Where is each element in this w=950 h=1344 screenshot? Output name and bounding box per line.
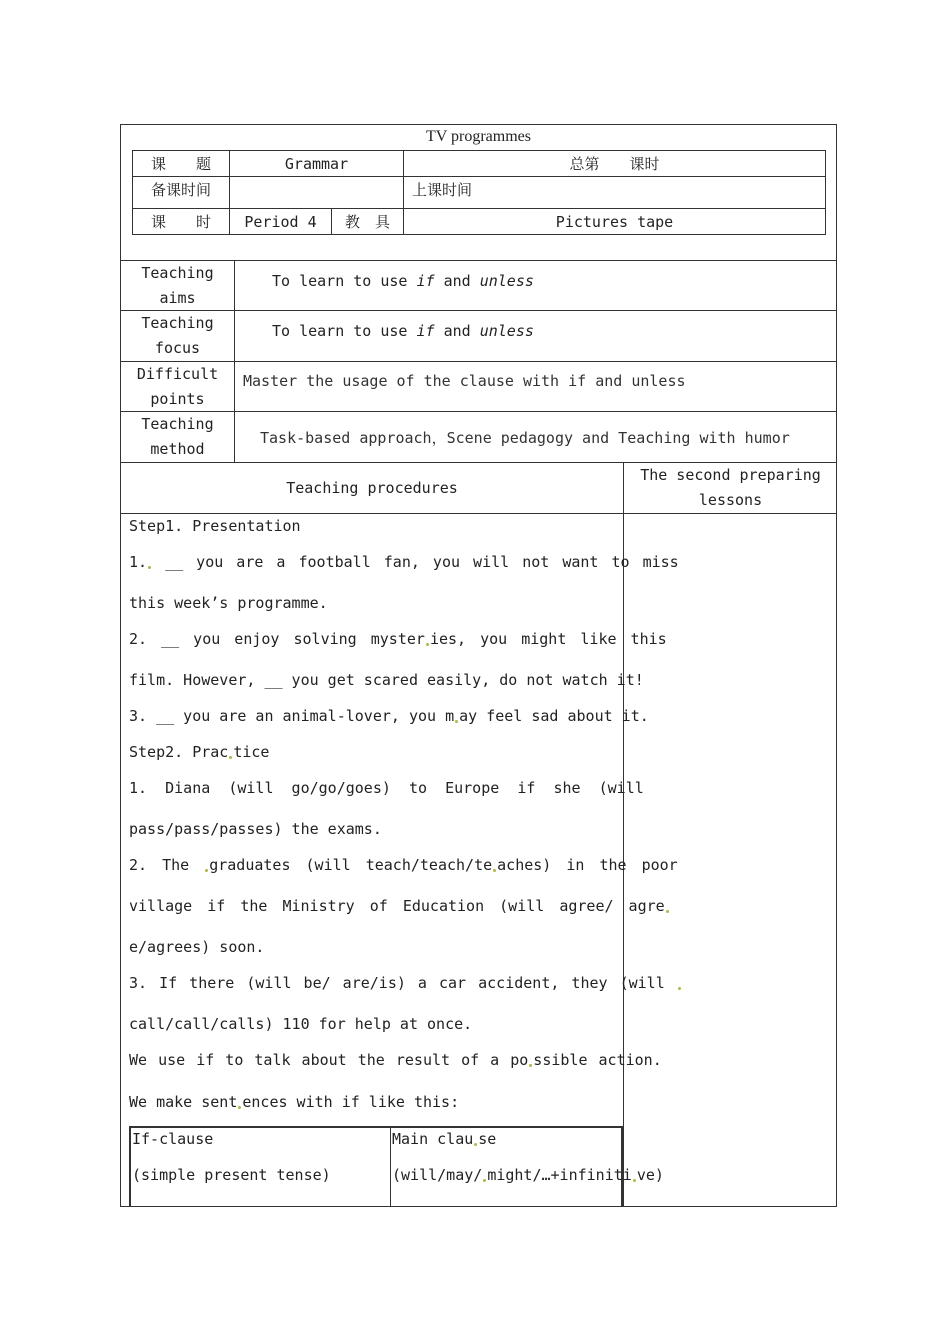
step1-q1-line2: this week’s programme. bbox=[129, 594, 328, 612]
if-clause-table-divider bbox=[390, 1126, 391, 1207]
period-value: Period 4 bbox=[244, 212, 317, 231]
lesson-label: 课 题 bbox=[150, 155, 211, 173]
teaching-aims-unless: unless bbox=[479, 272, 534, 290]
step2-q2-line3: e/agrees) soon. bbox=[129, 938, 265, 956]
mark-dot bbox=[455, 720, 458, 723]
lesson-value: Grammar bbox=[284, 154, 349, 173]
teaching-method-label bbox=[121, 412, 234, 462]
step2-heading-b: tice bbox=[233, 743, 270, 761]
mark-dot bbox=[633, 1179, 636, 1182]
mark-dot bbox=[148, 566, 151, 569]
class-time-label: 上课时间 bbox=[412, 180, 473, 199]
mark-dot bbox=[205, 869, 208, 872]
difficult-points-label-line2: points bbox=[150, 389, 205, 408]
mark-dot bbox=[529, 1064, 532, 1067]
mark-dot bbox=[238, 1106, 241, 1109]
mark-dot bbox=[678, 987, 681, 990]
step2-q3-text-a: 3. If there (will be/ are/is) a car accident, they (will bbox=[129, 974, 677, 992]
step2-q2-text-b: graduates (will teach/teach/te bbox=[209, 856, 493, 874]
teaching-method-value: Task-based approach，Scene pedagogy and Teaching with humor bbox=[260, 428, 790, 447]
step1-q3-text-b: ay feel sad about it. bbox=[459, 707, 649, 725]
teaching-aids-label: 教 具 bbox=[344, 213, 390, 231]
step1-q3 bbox=[129, 707, 649, 725]
teaching-aids-value: Pictures tape bbox=[555, 212, 674, 231]
difficult-points-label-line1: Difficult bbox=[136, 364, 219, 383]
total-periods-label: 总第 课时 bbox=[569, 155, 660, 173]
step2-q2-text-c: aches) in the poor bbox=[497, 856, 678, 874]
teaching-focus-if: if bbox=[416, 322, 435, 340]
teaching-focus-label bbox=[121, 311, 234, 361]
difficult-points-label bbox=[121, 362, 234, 411]
rule-line-1-b: ssible action. bbox=[533, 1051, 662, 1069]
teaching-focus-and: and bbox=[434, 322, 480, 340]
step1-q1-line1 bbox=[129, 553, 679, 571]
step1-heading: Step1. Presentation bbox=[129, 517, 301, 535]
second-preparing-header-line2: lessons bbox=[698, 491, 763, 509]
step1-q2-text-b: ies, you might like this bbox=[429, 630, 667, 648]
step2-q3-line2: call/call/calls) 110 for help at once. bbox=[129, 1015, 473, 1033]
step2-q2-line1 bbox=[129, 856, 678, 874]
step1-q1-text: __ you are a football fan, you will not want to miss bbox=[152, 553, 679, 571]
main-clause-tense bbox=[392, 1166, 664, 1184]
mark-dot bbox=[426, 643, 429, 646]
teaching-aims-and: and bbox=[434, 272, 480, 290]
teaching-aims-label-line2: aims bbox=[159, 288, 196, 307]
step1-q3-text-a: 3. __ you are an animal-lover, you m bbox=[129, 707, 455, 725]
teaching-focus-value bbox=[272, 311, 822, 351]
step1-q1-number: 1. bbox=[129, 553, 148, 571]
teaching-focus-unless: unless bbox=[479, 322, 534, 340]
teaching-aims-if: if bbox=[416, 272, 435, 290]
rule-line-1-a: We use if to talk about the result of a po bbox=[129, 1051, 529, 1069]
rule-line-2-a: We make sent bbox=[129, 1093, 238, 1111]
second-preparing-header bbox=[624, 463, 837, 513]
mark-dot bbox=[666, 910, 669, 913]
teaching-focus-text: To learn to use bbox=[272, 322, 417, 340]
main-clause-tense-c: ve) bbox=[636, 1166, 664, 1184]
teaching-aims-value bbox=[272, 261, 822, 301]
step2-q2-line2 bbox=[129, 897, 670, 915]
step1-q2-line1 bbox=[129, 630, 667, 648]
step2-q2-text-a: 2. The bbox=[129, 856, 205, 874]
main-clause-header-b: se bbox=[478, 1130, 497, 1148]
step2-q1-line1: 1. Diana (will go/go/goes) to Europe if she (will bbox=[129, 779, 644, 797]
step2-heading bbox=[129, 743, 269, 761]
teaching-procedures-header: Teaching procedures bbox=[286, 479, 458, 497]
teaching-focus-label-line1: Teaching bbox=[141, 314, 214, 332]
main-clause-header-a: Main clau bbox=[392, 1130, 474, 1148]
difficult-points-value: Master the usage of the clause with if and unless bbox=[243, 372, 686, 390]
main-clause-tense-b: might/…+infiniti bbox=[487, 1166, 632, 1184]
teaching-aims-text: To learn to use bbox=[272, 272, 417, 290]
teaching-aims-label-line1: Teaching bbox=[141, 263, 214, 282]
mark-dot bbox=[483, 1179, 486, 1182]
teaching-method-label-line1: Teaching bbox=[141, 415, 214, 433]
rule-line-2 bbox=[129, 1093, 459, 1111]
if-clause-tense: (simple present tense) bbox=[132, 1166, 331, 1184]
period-label: 课 时 bbox=[150, 213, 211, 231]
step1-q2-text-a: 2. __ you enjoy solving myster bbox=[129, 630, 425, 648]
teaching-aims-label bbox=[121, 261, 234, 310]
teaching-focus-label-line2: focus bbox=[154, 339, 201, 357]
rule-line-2-b: ences with if like this: bbox=[242, 1093, 460, 1111]
document-title: TV programmes bbox=[425, 128, 531, 145]
step2-q2-text-d: village if the Ministry of Education (will agree/ agre bbox=[129, 897, 665, 915]
main-clause-tense-a: (will/may/ bbox=[392, 1166, 483, 1184]
step2-q1-line2: pass/pass/passes) the exams. bbox=[129, 820, 382, 838]
teaching-method-label-line2: method bbox=[150, 440, 205, 458]
rule-line-1 bbox=[129, 1051, 662, 1069]
mark-dot bbox=[229, 756, 232, 759]
main-clause-header bbox=[392, 1130, 496, 1148]
if-clause-header: If-clause bbox=[132, 1130, 214, 1148]
step1-q2-line2: film. However, __ you get scared easily, do not watch it! bbox=[129, 671, 644, 689]
prep-time-value bbox=[230, 177, 403, 201]
mark-dot bbox=[474, 1143, 477, 1146]
mark-dot bbox=[493, 869, 496, 872]
prep-time-label: 备课时间 bbox=[150, 180, 211, 199]
step2-q3-line1 bbox=[129, 974, 682, 992]
step2-heading-a: Step2. Prac bbox=[129, 743, 229, 761]
second-preparing-header-line1: The second preparing bbox=[640, 466, 821, 484]
